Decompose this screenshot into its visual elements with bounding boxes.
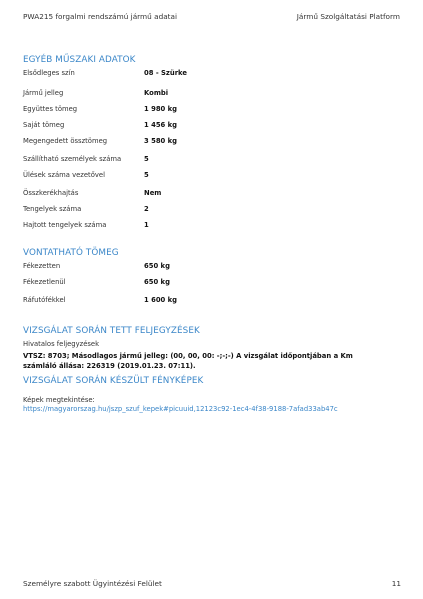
row-value: 650 kg — [144, 278, 170, 286]
photos-link[interactable]: https://magyarorszag.hu/jszp_szuf_kepek#picuuid,12123c92-1ec4-4f38-9188-7afad33ab47c — [23, 405, 338, 413]
row-label: Szállítható személyek száma — [23, 155, 122, 163]
header-platform: Jármű Szolgáltatási Platform — [296, 12, 400, 21]
table-row — [23, 121, 403, 132]
row-label: Hajtott tengelyek száma — [23, 221, 107, 229]
inspection-note-line-1: VTSZ: 8703; Másodlagos jármű jelleg: (00, 00, 00: -;-;-) A vizsgálat időpontjában a Km — [23, 352, 353, 360]
row-label: Ráfutófékkel — [23, 296, 66, 304]
row-label: Együttes tömeg — [23, 105, 78, 113]
table-row — [23, 262, 403, 273]
row-value: Kombi — [144, 89, 169, 97]
row-value: Nem — [144, 189, 162, 197]
row-value: 5 — [144, 171, 149, 179]
section-title-inspection-notes: VIZSGÁLAT SORÁN TETT FELJEGYZÉSEK — [23, 326, 200, 336]
row-label: Fékezetlenül — [23, 278, 66, 286]
table-row — [23, 296, 403, 307]
row-value: 1 — [144, 221, 149, 229]
row-label: Elsődleges szín — [23, 69, 75, 77]
row-value: 5 — [144, 155, 149, 163]
table-row — [23, 105, 403, 116]
table-row — [23, 221, 403, 232]
row-label: Jármű jelleg — [23, 89, 64, 97]
row-value: 1 456 kg — [144, 121, 178, 129]
row-label: Összkerékhajtás — [23, 189, 79, 197]
row-label: Saját tömeg — [23, 121, 65, 129]
row-value: 3 580 kg — [144, 137, 178, 145]
table-row — [23, 69, 403, 80]
section-title-inspection-photos: VIZSGÁLAT SORÁN KÉSZÜLT FÉNYKÉPEK — [23, 376, 204, 386]
section-title-technical: EGYÉB MŰSZAKI ADATOK — [23, 55, 136, 65]
row-label: Fékezetten — [23, 262, 61, 270]
row-value: 1 980 kg — [144, 105, 178, 113]
table-row — [23, 89, 403, 100]
section-title-towable: VONTATHATÓ TÖMEG — [23, 248, 119, 258]
header-title: PWA215 forgalmi rendszámú jármű adatai — [23, 12, 178, 21]
row-label: Tengelyek száma — [23, 205, 82, 213]
table-row — [23, 189, 403, 200]
footer-title: Személyre szabott Ügyintézési Felület — [23, 579, 162, 588]
table-row — [23, 155, 403, 166]
inspection-note-line-2: számláló állása: 226319 (2019.01.23. 07:11). — [23, 362, 196, 370]
page-number: 11 — [391, 579, 401, 588]
row-value: 08 - Szürke — [144, 69, 188, 77]
table-row — [23, 137, 403, 148]
table-row — [23, 205, 403, 216]
table-row — [23, 278, 403, 289]
row-value: 650 kg — [144, 262, 170, 270]
notes-subtitle: Hivatalos feljegyzések — [23, 340, 100, 348]
photos-label: Képek megtekintése: — [23, 396, 95, 404]
table-row — [23, 171, 403, 182]
row-value: 1 600 kg — [144, 296, 178, 304]
row-label: Megengedett össztömeg — [23, 137, 108, 145]
row-value: 2 — [144, 205, 149, 213]
row-label: Ülések száma vezetővel — [23, 171, 105, 179]
